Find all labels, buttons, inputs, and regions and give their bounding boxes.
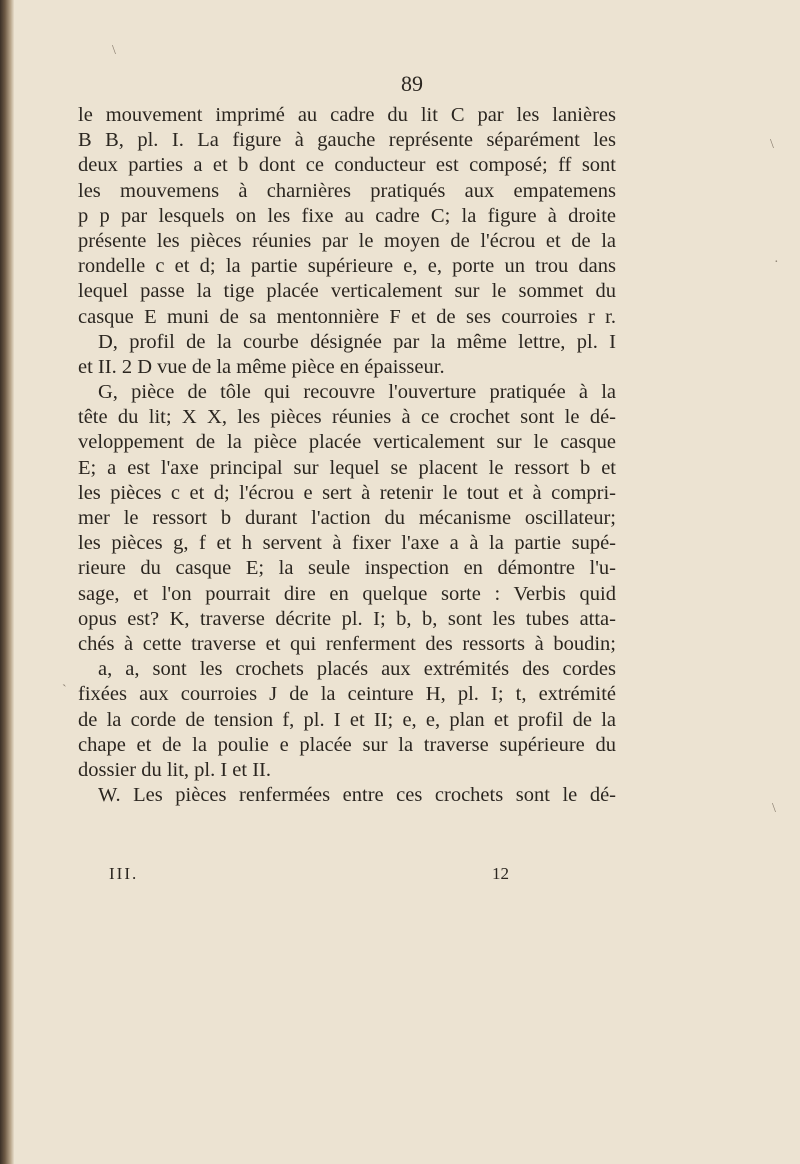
text-line: tête du lit; X X, les pièces réunies à ce crochet sont le dé- — [78, 406, 616, 429]
text-line: les mouvemens à charnières pratiqués aux empatemens — [78, 179, 616, 202]
text-line: p p par lesquels on les fixe au cadre C; la figure à droite — [78, 204, 616, 227]
text-line: chape et de la poulie e placée sur la traverse supérieure du — [78, 733, 616, 756]
text-line: B B, pl. I. La figure à gauche représente séparément les — [78, 129, 616, 152]
text-line: G, pièce de tôle qui recouvre l'ouverture pratiquée à la — [98, 381, 616, 404]
book-binding-edge — [0, 0, 14, 1164]
text-line: casque E muni de sa mentonnière F et de ses courroies r r. — [78, 305, 616, 328]
stray-mark: \ — [770, 137, 774, 152]
text-line: le mouvement imprimé au cadre du lit C par les lanières — [78, 104, 616, 126]
stray-mark: ` — [62, 683, 67, 698]
text-line: W. Les pièces renfermées entre ces crochets sont le dé- — [98, 784, 616, 807]
body-text — [78, 103, 616, 808]
text-line: et II. 2 D vue de la même pièce en épaisseur. — [78, 355, 445, 378]
text-line: dossier du lit, pl. I et II. — [78, 758, 272, 781]
text-line: présente les pièces réunies par le moyen de l'écrou et de la — [78, 229, 616, 252]
text-line: rondelle c et d; la partie supérieure e, e, porte un trou dans — [78, 255, 616, 278]
stray-mark: \ — [772, 801, 776, 816]
text-line: chés à cette traverse et qui renferment des ressorts à boudin; — [78, 632, 616, 655]
stray-mark: · — [774, 255, 779, 270]
text-line: veloppement de la pièce placée verticalement sur le casque — [78, 431, 616, 454]
text-line: sage, et l'on pourrait dire en quelque sorte : Verbis quid — [78, 582, 616, 605]
signature-mark: III. — [109, 864, 139, 883]
text-line: les pièces g, f et h servent à fixer l'axe a à la partie supé- — [78, 532, 616, 555]
text-line: rieure du casque E; la seule inspection en démontre l'u- — [78, 557, 616, 580]
text-line: de la corde de tension f, pl. I et II; e, e, plan et profil de la — [78, 708, 616, 731]
text-line: mer le ressort b durant l'action du mécanisme oscillateur; — [78, 507, 616, 529]
text-line: D, profil de la courbe désignée par la même lettre, pl. I — [98, 330, 616, 353]
page-number: 89 — [401, 71, 423, 96]
text-line: les pièces c et d; l'écrou e sert à retenir le tout et à compri- — [78, 481, 616, 504]
text-line: deux parties a et b dont ce conducteur est composé; ff sont — [78, 154, 616, 177]
text-line: lequel passe la tige placée verticalement sur le sommet du — [78, 280, 616, 303]
sheet-number: 12 — [492, 864, 509, 883]
text-line: opus est? K, traverse décrite pl. I; b, b, sont les tubes atta- — [78, 607, 616, 630]
stray-mark: \ — [112, 43, 116, 58]
text-line: E; a est l'axe principal sur lequel se placent le ressort b et — [78, 456, 616, 479]
text-line: fixées aux courroies J de la ceinture H, pl. I; t, extrémité — [78, 683, 616, 706]
text-line: a, a, sont les crochets placés aux extrémités des cordes — [98, 658, 616, 681]
